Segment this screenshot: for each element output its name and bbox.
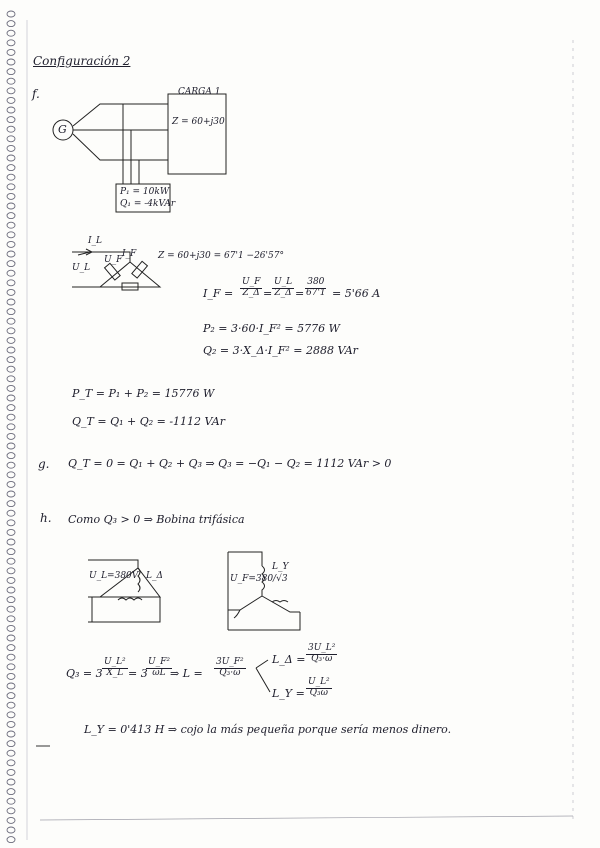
binding-hole (7, 155, 15, 161)
binding-hole (7, 174, 15, 180)
generator-label: G (58, 123, 67, 136)
meter-q: Q₁ = -4kVAr (120, 199, 176, 209)
binding-hole (7, 769, 15, 775)
binding-hole (7, 309, 15, 315)
binding-hole (7, 424, 15, 430)
binding-hole (7, 328, 15, 334)
p2-line: P₂ = 3·60·I_F² = 5776 W (203, 322, 340, 335)
binding-hole (7, 405, 15, 411)
binding-hole (7, 760, 15, 766)
binding-hole (7, 107, 15, 113)
if-frac-1-num: U_F (242, 277, 261, 287)
binding-hole (7, 481, 15, 487)
q3-frac-1-den: X_L (106, 667, 124, 678)
binding-hole (7, 357, 15, 363)
if-eq-2: = (295, 287, 305, 300)
binding-hole (7, 635, 15, 641)
binding-hole (7, 337, 15, 343)
binding-hole (7, 40, 15, 46)
binding-hole (7, 808, 15, 814)
q3-frac-3-num: 3U_F² (216, 657, 244, 667)
ly-lhs: L_Y = (272, 687, 305, 700)
binding-hole (7, 827, 15, 833)
binding-hole (7, 145, 15, 151)
q3-frac-3 (214, 658, 246, 679)
binding-hole (7, 491, 15, 497)
ly-frac-num: U_L² (308, 677, 330, 687)
binding-hole (7, 616, 15, 622)
binding-hole (7, 299, 15, 305)
binding-hole (7, 577, 15, 583)
star-voltage-label: U_F=380/√3 (230, 574, 288, 584)
line-voltage-label: U_L (72, 263, 91, 273)
phase-current-label: I_F (122, 249, 137, 259)
binding-hole (7, 712, 15, 718)
ld-frac-den: Q₃·ω (311, 653, 333, 664)
binding-hole (7, 433, 15, 439)
binding-hole (7, 539, 15, 545)
binding-hole (7, 318, 15, 324)
binding-hole (7, 347, 15, 353)
binding-hole (7, 529, 15, 535)
binding-hole (7, 673, 15, 679)
binding-hole (7, 520, 15, 526)
binding-hole (7, 165, 15, 171)
q3-frac-1 (102, 658, 128, 679)
binding-hole (7, 568, 15, 574)
binding-hole (7, 376, 15, 382)
part-g-label: g. (38, 457, 50, 471)
binding-hole (7, 289, 15, 295)
q3-frac-2 (146, 658, 172, 679)
if-frac-3 (304, 278, 328, 299)
if-frac-3-num: 380 (307, 277, 325, 287)
binding-hole (7, 654, 15, 660)
binding-hole (7, 414, 15, 420)
binding-hole (7, 817, 15, 823)
if-eq-1: = (263, 287, 273, 300)
ly-frac (306, 678, 332, 699)
binding-hole (7, 645, 15, 651)
binding-hole (7, 280, 15, 286)
branch-arrows (256, 660, 270, 692)
ld-lhs: L_Δ = (272, 653, 306, 666)
binding-hole (7, 213, 15, 219)
binding-hole (7, 721, 15, 727)
binding-hole (7, 549, 15, 555)
meter-p: P₁ = 10kW (120, 187, 170, 197)
binding-hole (7, 385, 15, 391)
q3-arrow: ⇒ L = (170, 667, 203, 680)
star-inductor-diagram (228, 552, 300, 630)
binding-hole (7, 241, 15, 247)
binding-hole (7, 462, 15, 468)
load-title: CARGA 1 (178, 87, 221, 97)
if-frac-1-den: Z_Δ (242, 287, 260, 298)
binding-hole (7, 117, 15, 123)
q3-frac-2-den: ωL (152, 667, 166, 678)
binding-hole (7, 779, 15, 785)
binding-hole (7, 606, 15, 612)
binding-hole (7, 49, 15, 55)
binding-hole (7, 21, 15, 27)
delta-inductor-diagram (88, 560, 160, 622)
binding-hole (7, 625, 15, 631)
binding-hole (7, 453, 15, 459)
conclusion-line: L_Y = 0'413 H ⇒ cojo la más pequeña porque sería menos dinero. (84, 723, 452, 736)
binding-hole (7, 798, 15, 804)
ld-frac (306, 644, 337, 665)
g-equation: Q_T = 0 = Q₁ + Q₂ + Q₃ ⇒ Q₃ = −Q₁ − Q₂ = 1112 VAr > 0 (68, 457, 392, 470)
binding-hole (7, 510, 15, 516)
if-frac-2-den: Z_Δ (274, 287, 292, 298)
q3-frac-2-num: U_F² (148, 657, 170, 667)
part-h-label: h. (40, 511, 52, 525)
q3-mid: = 3 (128, 667, 148, 680)
binding-hole (7, 683, 15, 689)
if-frac-1 (240, 278, 262, 299)
binding-hole (7, 136, 15, 142)
if-frac-2 (272, 278, 294, 299)
h-statement: Como Q₃ > 0 ⇒ Bobina trifásica (68, 513, 245, 526)
binding-hole (7, 30, 15, 36)
star-l-label: L_Y (272, 562, 289, 572)
binding-hole (7, 702, 15, 708)
pt-line: P_T = P₁ + P₂ = 15776 W (72, 387, 215, 400)
binding-hole (7, 750, 15, 756)
phase-voltage-label: U_F (104, 255, 123, 265)
q3-frac-3-den: Q₃·ω (219, 667, 241, 678)
binding-hole (7, 789, 15, 795)
ld-frac-num: 3U_L² (308, 643, 336, 653)
q3-frac-1-num: U_L² (104, 657, 126, 667)
binding-hole (7, 193, 15, 199)
binding-hole (7, 597, 15, 603)
ly-frac-den: Q₃ω (309, 687, 328, 698)
binding-hole (7, 443, 15, 449)
delta-voltage-label: U_L=380V (89, 571, 139, 581)
binding-hole (7, 693, 15, 699)
qt-line: Q_T = Q₁ + Q₂ = -1112 VAr (72, 415, 225, 428)
binding-hole (7, 88, 15, 94)
binding-hole (7, 184, 15, 190)
binding-hole (7, 78, 15, 84)
binding-hole (7, 232, 15, 238)
binding-hole (7, 261, 15, 267)
binding-hole (7, 97, 15, 103)
page-title: Configuración 2 (33, 54, 131, 68)
binding-hole (7, 837, 15, 843)
load-impedance: Z = 60+j30 (172, 117, 225, 127)
binding-hole (7, 741, 15, 747)
binding-hole (7, 472, 15, 478)
impedance-note: Z = 60+j30 = 67'1 −26'57° (158, 251, 284, 261)
if-result: = 5'66 A (332, 287, 381, 300)
part-f-label: f. (32, 87, 40, 101)
binding-hole (7, 366, 15, 372)
binding-hole (7, 501, 15, 507)
binding-hole (7, 251, 15, 257)
binding-hole (7, 558, 15, 564)
line-current-label: I_L (88, 236, 103, 246)
delta-l-label: L_Δ (146, 571, 163, 581)
binding-hole (7, 126, 15, 132)
binding-hole (7, 59, 15, 65)
load-box (168, 94, 226, 174)
binding-hole (7, 587, 15, 593)
binding-hole (7, 203, 15, 209)
q3-lhs: Q₃ = 3 (66, 667, 103, 680)
binding-hole (7, 11, 15, 17)
binding-hole (7, 69, 15, 75)
q2-line: Q₂ = 3·X_Δ·I_F² = 2888 VAr (203, 344, 358, 357)
if-lhs: I_F = (203, 287, 234, 300)
binding-hole (7, 270, 15, 276)
binding-hole (7, 664, 15, 670)
if-frac-2-num: U_L (274, 277, 293, 287)
notebook-binding (7, 11, 15, 843)
binding-hole (7, 222, 15, 228)
page-bottom-rule (40, 816, 573, 820)
if-frac-3-den: 67'1 (306, 287, 326, 298)
binding-hole (7, 395, 15, 401)
binding-hole (7, 731, 15, 737)
